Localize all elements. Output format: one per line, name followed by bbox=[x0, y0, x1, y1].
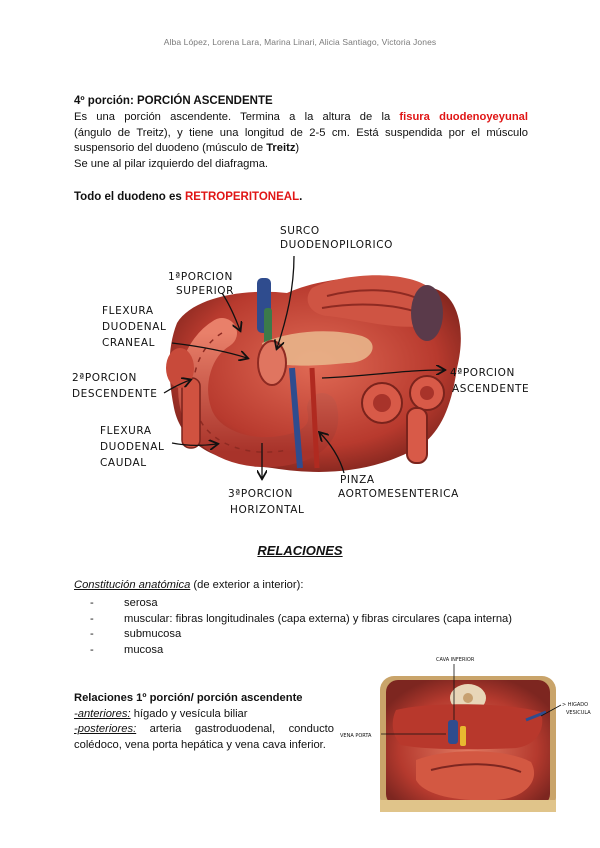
retro-suffix: . bbox=[299, 191, 303, 203]
para-line-4: Se une al pilar izquierdo del diafragma. bbox=[74, 157, 269, 170]
label-flexcraneal-2: DUODENAL bbox=[102, 321, 167, 333]
anteriores-text: hígado y vesícula biliar bbox=[130, 707, 248, 720]
list-item bbox=[90, 596, 528, 612]
posteriores-text: arteria gastroduodenal, conducto colédoco, vena porta hepática y vena cava inferior. bbox=[74, 723, 334, 751]
dash-bullet: - bbox=[90, 643, 94, 656]
retro-prefix: Todo el duodeno es bbox=[74, 191, 185, 203]
relaciones-1-block bbox=[74, 691, 334, 753]
relations-illustration bbox=[336, 650, 600, 814]
constitucion-line bbox=[74, 579, 303, 591]
para-line-2: (ángulo de Treitz), y tiene una longitud de 2-5 cm. Está suspendida por el músculo bbox=[74, 126, 528, 139]
para-text: suspensorio del duodeno (músculo de bbox=[74, 142, 267, 154]
label-porcion1-2: SUPERIOR bbox=[176, 285, 235, 297]
duodenum-illustration bbox=[72, 218, 542, 528]
label-flexcraneal-3: CRANEAL bbox=[102, 337, 156, 349]
layer-text: serosa bbox=[124, 597, 158, 609]
label-porcion3-1: 3ªPORCION bbox=[228, 488, 293, 500]
posteriores-line bbox=[74, 722, 334, 753]
para-line-1 bbox=[74, 110, 528, 126]
dash-bullet: - bbox=[90, 597, 94, 609]
layer-text: muscular: fibras longitudinales (capa externa) y fibras circulares (capa interna) bbox=[124, 612, 513, 625]
dash-bullet: - bbox=[90, 628, 94, 641]
anatomy-drawing-2 bbox=[380, 676, 556, 812]
label-flexcaudal-1: FLEXURA bbox=[100, 425, 152, 437]
para-text: ) bbox=[295, 142, 300, 154]
layer-text: submucosa bbox=[124, 628, 182, 641]
dash-bullet: - bbox=[90, 612, 94, 625]
fisura-highlight: fisura duodenoyeyunal bbox=[399, 111, 528, 123]
header-authors: Alba López, Lorena Lara, Marina Linari, Alicia Santiago, Victoria Jones bbox=[163, 37, 437, 47]
rel1-title: Relaciones 1º porción/ porción ascendente bbox=[74, 692, 303, 704]
label-porcion4-2: ASCENDENTE bbox=[452, 383, 530, 395]
label-porta: VENA PORTA bbox=[340, 733, 372, 739]
retroperitoneal-statement bbox=[74, 191, 302, 203]
section-paragraph bbox=[74, 110, 528, 172]
label-flexcraneal-1: FLEXURA bbox=[102, 305, 154, 317]
label-pinza-2: AORTOMESENTERICA bbox=[338, 488, 459, 500]
label-flexcaudal-3: CAUDAL bbox=[100, 457, 147, 469]
label-surco-1: SURCO bbox=[280, 225, 320, 237]
list-item bbox=[90, 627, 528, 643]
label-porcion2-2: DESCENDENTE bbox=[72, 388, 158, 400]
para-text: Es una porción ascendente. Termina a la altura de la bbox=[74, 111, 400, 123]
label-cava: CAVA INFERIOR bbox=[436, 657, 475, 663]
relaciones-title: RELACIONES bbox=[257, 543, 343, 558]
constitucion-rest: (de exterior a interior): bbox=[190, 579, 304, 591]
anteriores-label: -anteriores: bbox=[74, 707, 131, 720]
anatomy-drawing bbox=[166, 275, 461, 472]
label-porcion4-1: 4ªPORCION bbox=[450, 367, 515, 379]
list-item bbox=[90, 612, 528, 628]
label-higado-1: > HIGADO bbox=[562, 702, 589, 708]
treitz-bold: Treitz bbox=[266, 142, 296, 154]
label-surco-2: DUODENOPILORICO bbox=[280, 239, 394, 251]
posteriores-label: -posteriores: bbox=[74, 723, 137, 735]
para-line-3 bbox=[74, 141, 528, 157]
label-pinza-1: PINZA bbox=[340, 474, 375, 486]
retro-highlight: RETROPERITONEAL bbox=[184, 191, 300, 203]
anteriores-line bbox=[74, 707, 334, 723]
section-title: 4º porción: PORCIÓN ASCENDENTE bbox=[74, 95, 273, 107]
layer-text: mucosa bbox=[124, 643, 164, 656]
label-flexcaudal-2: DUODENAL bbox=[100, 441, 165, 453]
label-higado-2: VESICULA bbox=[566, 710, 591, 716]
constitucion-label: Constitución anatómica bbox=[74, 579, 191, 591]
label-porcion3-2: HORIZONTAL bbox=[230, 504, 305, 516]
label-porcion2-1: 2ªPORCION bbox=[72, 372, 137, 384]
label-porcion1-1: 1ªPORCION bbox=[168, 271, 233, 283]
